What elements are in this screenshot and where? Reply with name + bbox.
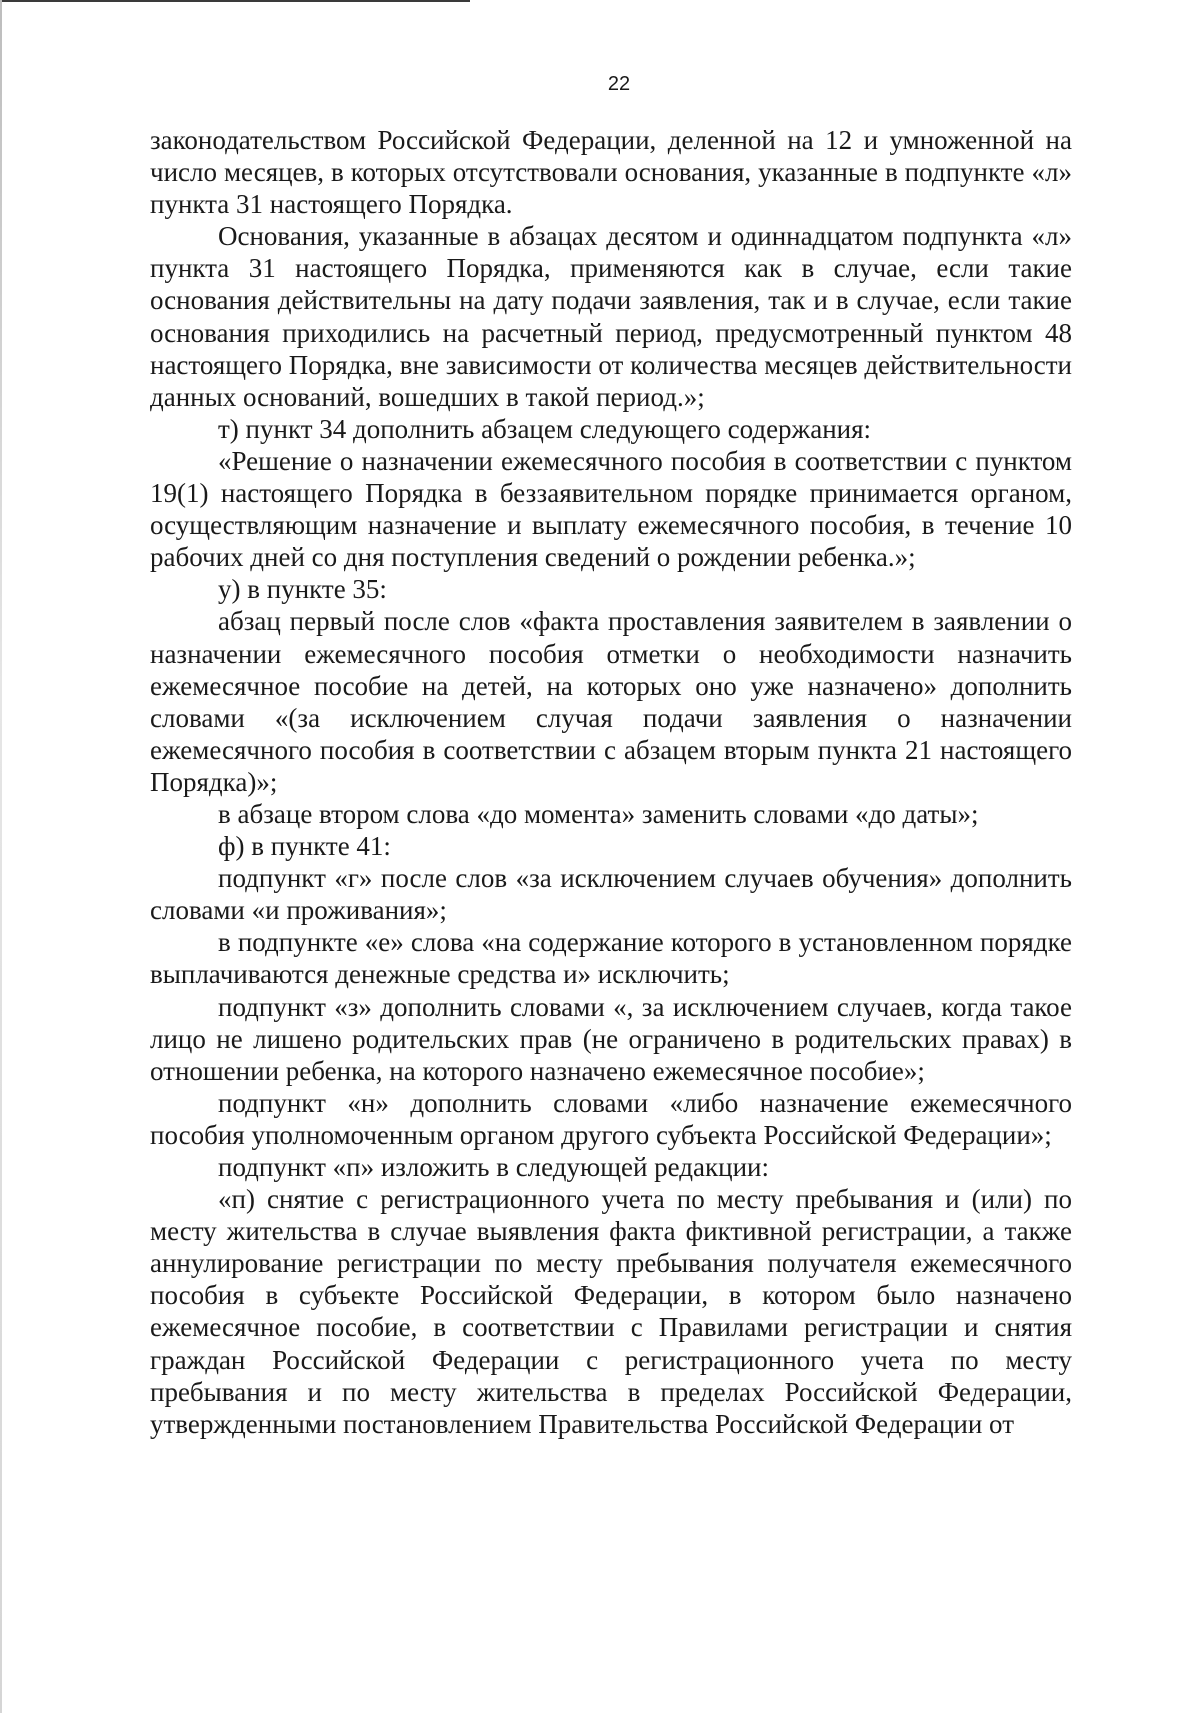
paragraph: подпункт «г» после слов «за исключением случаев обучения» дополнить словами «и проживания»; — [150, 863, 1072, 926]
paragraph: Основания, указанные в абзацах десятом и одиннадцатом подпункта «л» пункта 31 настоящего Порядка, применяются как в случае, если такие основания действительны на дату подачи заявления, так и в случае, если такие основания приходились на расчетный период, предусмотренный пунктом 48 настоящего Порядка, вне зависимости от количества месяцев действительности данных оснований, вошедших в такой период.»; — [150, 221, 1072, 412]
document-page — [150, 64, 1072, 1440]
paragraph: ф) в пункте 41: — [218, 831, 391, 862]
paragraph: т) пункт 34 дополнить абзацем следующего содержания: — [218, 413, 872, 444]
document-body — [150, 124, 1072, 1440]
scan-edge-top — [0, 0, 470, 2]
paragraph: подпункт «п» изложить в следующей редакции: — [218, 1152, 769, 1182]
paragraph: «Решение о назначении ежемесячного пособия в соответствии с пунктом 19(1) настоящего Порядка в беззаявительном порядке принимается органом, осуществляющим назначение и выплату ежемесячного пособия, в течение 10 рабочих дней со дня поступления сведений о рождении ребенка.»; — [150, 445, 1072, 573]
page-number: 22 — [607, 73, 631, 95]
paragraph: в абзаце втором слова «до момента» заменить словами «до даты»; — [218, 798, 979, 829]
paragraph: подпункт «з» дополнить словами «, за исключением случаев, когда такое лицо не лишено родительских прав (не ограничено в родительских правах) в отношении ребенка, на которого назначено ежемесячное пособие»; — [150, 991, 1072, 1086]
paragraph: в подпункте «е» слова «на содержание которого в установленном порядке выплачиваются денежные средства и» исключить; — [150, 927, 1072, 990]
paragraph: «п) снятие с регистрационного учета по месту пребывания и (или) по месту жительства в случае выявления факта фиктивной регистрации, а также аннулирование регистрации по месту пребывания получателя ежемесячного пособия в субъекте Российской Федерации, в котором было назначено ежемесячное пособие, в соответствии с Правилами регистрации и снятия граждан Российской Федерации с регистрационного учета по месту пребывания и по месту жительства в пределах Российской Федерации, утвержденными постановлением Правительства Российской Федерации от — [150, 1184, 1072, 1439]
paragraph: абзац первый после слов «факта проставления заявителем в заявлении о назначении ежемесячного пособия отметки о необходимости назначить ежемесячное пособие на детей, на которых оно уже назначено» дополнить словами «(за исключением случая подачи заявления о назначении ежемесячного пособия в соответствии с абзацем вторым пункта 21 настоящего Порядка)»; — [150, 606, 1072, 797]
paragraph: у) в пункте 35: — [218, 574, 387, 605]
paragraph: законодательством Российской Федерации, деленной на 12 и умноженной на число месяцев, в которых отсутствовали основания, указанные в подпункте «л» пункта 31 настоящего Порядка. — [150, 125, 1072, 220]
scan-edge-left — [0, 0, 2, 1713]
paragraph: подпункт «н» дополнить словами «либо назначение ежемесячного пособия уполномоченным органом другого субъекта Российской Федерации»; — [150, 1087, 1072, 1150]
